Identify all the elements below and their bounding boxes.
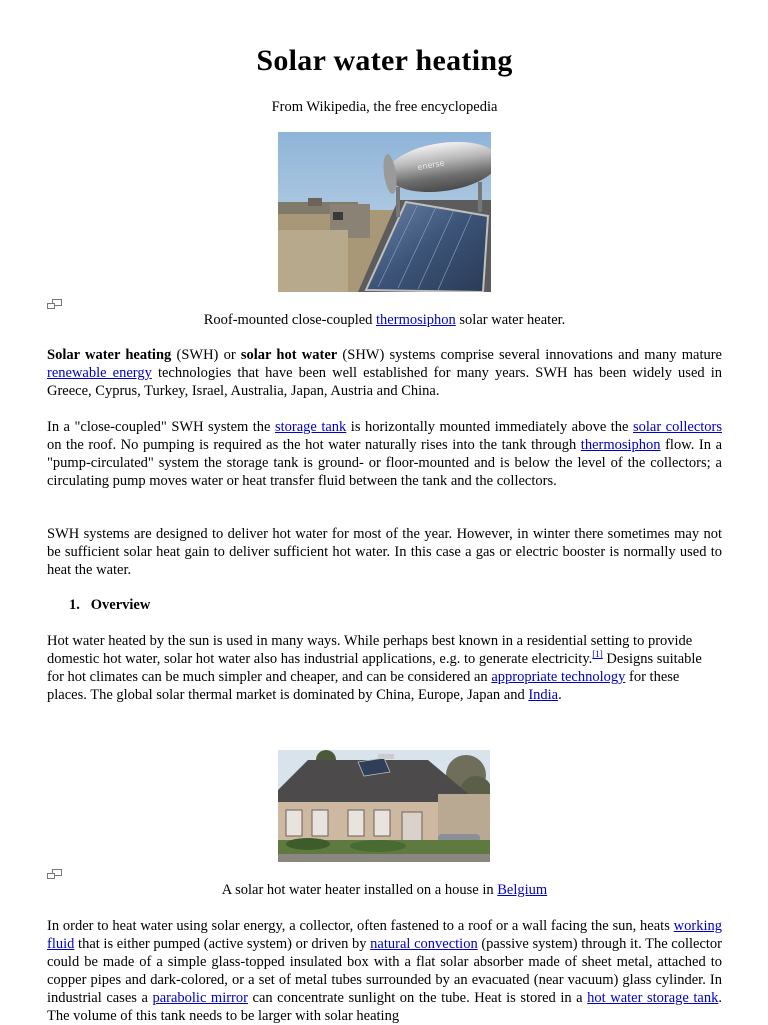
- paragraph-text: (passive system) through it. The collector could be made of a simple glass-topped insulated box with a flat solar absorber made of sheet metal, attached to copper pipes and dark-colored, or a set of metal tubes surrounded by an evacuated (near vacuum) glass cylinder. In industrial cases a: [47, 936, 722, 1006]
- working-fluid-link[interactable]: working fluid: [47, 918, 722, 952]
- collector-paragraph: [47, 917, 722, 1025]
- paragraph-text: technologies that have been well established for many years. SWH has been widely used in Greece, Cyprus, Turkey, Israel, Australia, Japan, Austria and China.: [47, 365, 722, 399]
- paragraph-text: on the roof. No pumping is required as the hot water naturally rises into the tank through: [47, 437, 581, 453]
- section-number: 1.: [69, 597, 80, 613]
- hot-water-storage-tank-link[interactable]: hot water storage tank: [587, 990, 719, 1006]
- paragraph-text: can concentrate sunlight on the tube. Heat is stored in a: [247, 990, 588, 1006]
- thermosiphon-link[interactable]: thermosiphon: [580, 437, 661, 453]
- figure1-caption: [47, 312, 722, 329]
- caption-text: A solar hot water heater installed on a house in: [221, 882, 498, 898]
- paragraph-text: Designs suitable for hot climates can be much simpler and cheaper, and can be considered an: [47, 651, 702, 685]
- paragraph-text: is horizontally mounted immediately above the: [346, 419, 633, 435]
- paragraph-text: .: [558, 687, 562, 703]
- bold-term: solar hot water: [240, 347, 338, 363]
- booster-paragraph: SWH systems are designed to deliver hot water for most of the year. However, in winter there sometimes may not be sufficient solar heat gain to deliver sufficient hot water. In this case a gas or electric booster is normally used to heat the water.: [47, 526, 722, 578]
- paragraph-text: In order to heat water using solar energy, a collector, often fastened to a roof or a wall facing the sun, heats: [47, 918, 674, 934]
- house-solar-heater-photo[interactable]: [278, 750, 490, 862]
- paragraph-text: (SWH) or: [171, 347, 241, 363]
- reference-link[interactable]: [1]: [592, 649, 603, 660]
- section-title: Overview: [90, 597, 151, 613]
- belgium-link[interactable]: Belgium: [497, 882, 548, 898]
- solar-collectors-link[interactable]: solar collectors: [632, 419, 722, 435]
- intro-paragraph: [47, 346, 722, 400]
- close-coupled-paragraph: [47, 418, 722, 490]
- enlarge-icon[interactable]: [47, 869, 63, 879]
- solar-water-heater-photo[interactable]: [278, 132, 491, 292]
- natural-convection-link[interactable]: natural convection: [370, 936, 478, 952]
- paragraph-text: that is either pumped (active system) or driven by: [74, 936, 371, 952]
- page-subtitle: From Wikipedia, the free encyclopedia: [271, 99, 498, 115]
- section-heading-overview[interactable]: [69, 597, 150, 614]
- figure2-caption: [47, 882, 722, 899]
- paragraph-text: for these places. The global solar thermal market is dominated by China, Europe, Japan and: [47, 669, 680, 703]
- caption-text: Roof-mounted close-coupled: [203, 312, 377, 328]
- parabolic-mirror-link[interactable]: parabolic mirror: [152, 990, 248, 1006]
- thermosiphon-link[interactable]: thermosiphon: [376, 312, 456, 328]
- paragraph-text: flow. In a "pump-circulated" system the storage tank is ground- or floor-mounted and is below the level of the collectors; a circulating pump moves water or heat transfer fluid between the tank and the collectors.: [47, 437, 723, 489]
- india-link[interactable]: India: [528, 687, 559, 703]
- paragraph-text: . The volume of this tank needs to be larger with solar heating: [47, 990, 722, 1024]
- renewable-energy-link[interactable]: renewable energy: [47, 365, 152, 381]
- appropriate-technology-link[interactable]: appropriate technology: [491, 669, 626, 685]
- overview-paragraph: [47, 632, 722, 704]
- tank-logo-text: enerse: [416, 158, 446, 172]
- caption-text: solar water heater.: [455, 312, 566, 328]
- page-title: Solar water heating: [256, 44, 513, 77]
- enlarge-icon[interactable]: [47, 299, 63, 309]
- paragraph-text: (SHW) systems comprise several innovations and many mature: [337, 347, 722, 363]
- paragraph-text: Hot water heated by the sun is used in many ways. While perhaps best known in a residential setting to provide domestic hot water, solar hot water also has industrial applications, e.g. to generate electricity.: [47, 633, 693, 667]
- paragraph-text: In a "close-coupled" SWH system the: [47, 419, 275, 435]
- bold-term: Solar water heating: [47, 347, 172, 363]
- storage-tank-link[interactable]: storage tank: [274, 419, 347, 435]
